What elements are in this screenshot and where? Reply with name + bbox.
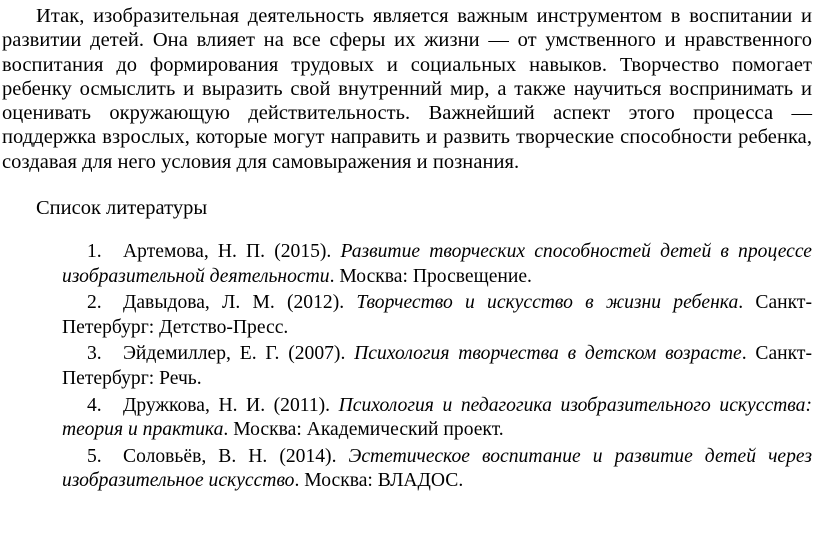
reference-publisher: . Москва: Академический проект. <box>223 419 504 441</box>
reference-number: 5. <box>87 445 102 467</box>
reference-publisher: . Москва: Просвещение. <box>329 265 532 287</box>
reference-publisher: . Санкт-Петербург: Речь. <box>62 343 812 389</box>
reference-title: Психология и педагогика изобразительного искусства: теория и практика <box>62 394 812 441</box>
reference-item-5 <box>62 445 812 494</box>
reference-number: 1. <box>87 241 102 262</box>
reference-item-4 <box>62 394 812 443</box>
reference-author: Давыдова, Л. М. (2012). <box>123 292 357 314</box>
reference-author: Артемова, Н. П. (2015). <box>123 241 341 262</box>
reference-title: Развитие творческих способностей детей в процессе изобразительной деятельности <box>62 241 812 287</box>
reference-author: Соловьёв, В. Н. (2014). <box>123 445 349 467</box>
reference-number: 3. <box>87 343 102 365</box>
reference-item-2 <box>62 291 812 340</box>
reference-title: Творчество и искусство в жизни ребенка <box>356 292 739 314</box>
references-heading: Список литературы <box>36 197 208 219</box>
intro-paragraph: Итак, изобразительная деятельность является важным инструментом в воспитании и развитии детей. Она влияет на все сферы их жизни — от умственного и нравственного воспитания до формирования трудовых и социальных навыков. Творчество помогает ребенку осмыслить и выразить свой внутренний мир, а также научиться воспринимать и оценивать окружающую действительность. Важнейший аспект этого процесса — поддержка взрослых, которые могут направить и развить творческие способности ребенка, создавая для него условия для самовыражения и познания. <box>2 5 812 173</box>
reference-author: Эйдемиллер, Е. Г. (2007). <box>123 343 355 365</box>
reference-publisher: . Москва: ВЛАДОС. <box>294 470 464 492</box>
reference-item-3 <box>62 342 812 391</box>
references-list <box>62 240 812 496</box>
reference-title: Психология творчества в детском возрасте <box>354 343 742 365</box>
reference-item-1 <box>62 240 812 289</box>
reference-author: Дружкова, Н. И. (2011). <box>123 394 339 416</box>
reference-number: 2. <box>87 292 102 314</box>
reference-title: Эстетическое воспитание и развитие детей через изобразительное искусство <box>62 445 812 492</box>
reference-number: 4. <box>87 394 102 416</box>
reference-publisher: . Санкт-Петербург: Детство-Пресс. <box>62 292 812 338</box>
